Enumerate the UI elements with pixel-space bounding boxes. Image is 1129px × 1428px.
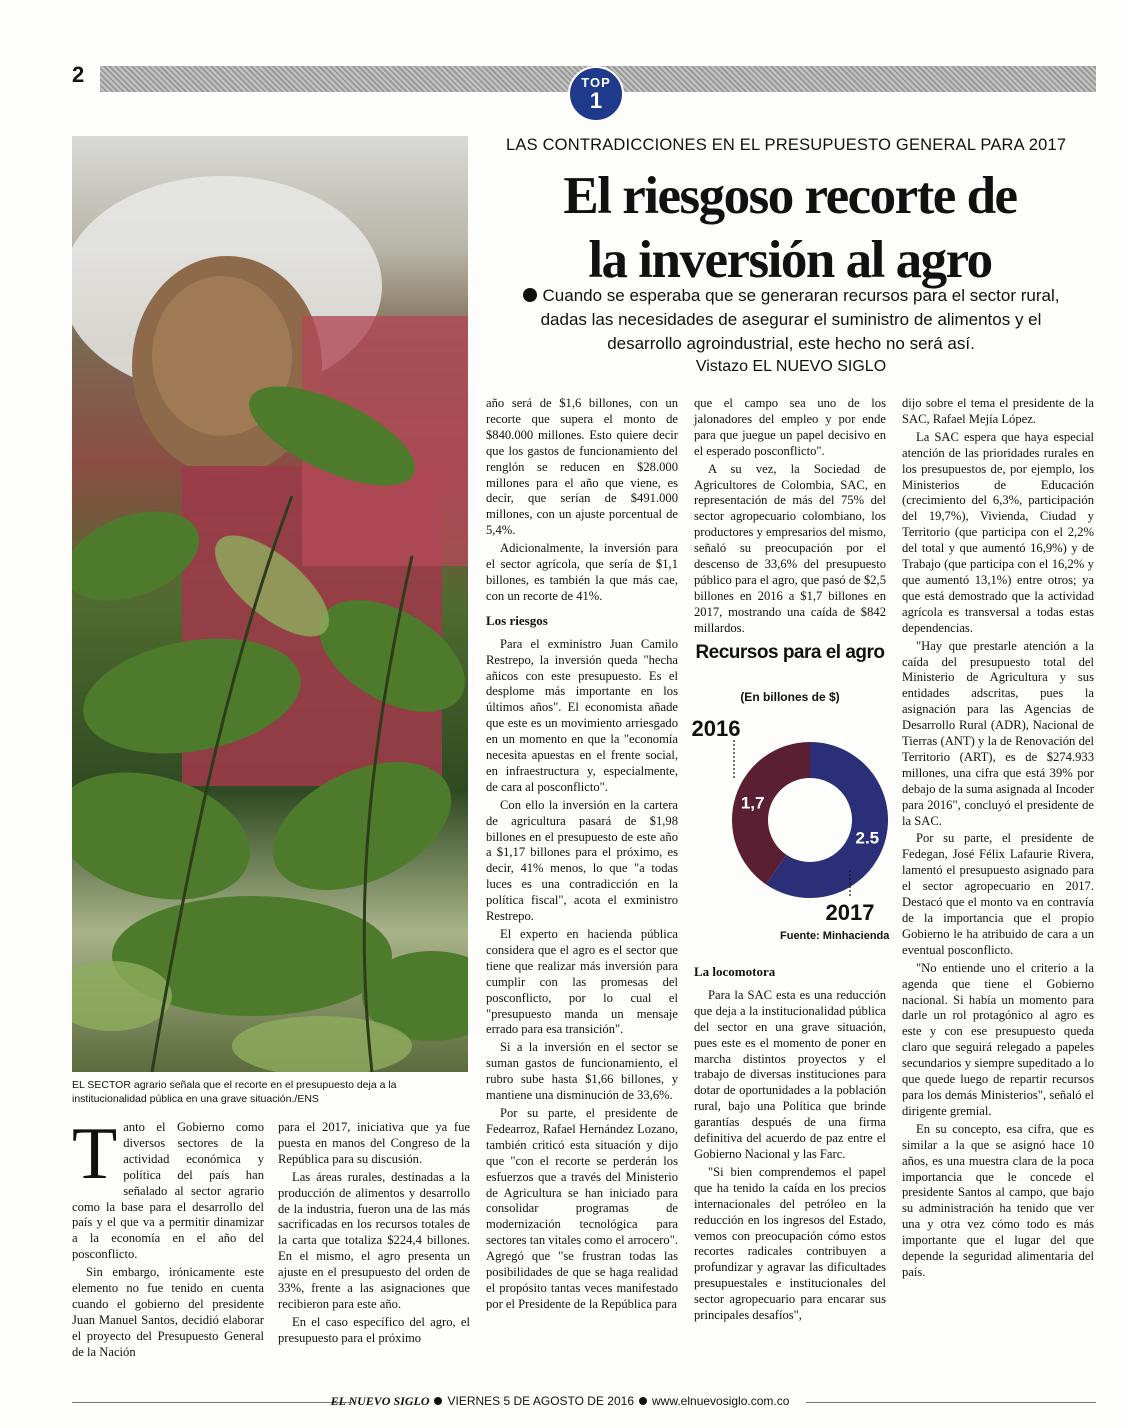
footer-logo: EL NUEVO SIGLO — [330, 1394, 430, 1408]
chart-source: Fuente: Minhacienda — [780, 930, 890, 942]
footer-date: VIERNES 5 DE AGOSTO DE 2016 — [447, 1394, 635, 1408]
article-photo — [72, 136, 468, 1072]
top-badge — [568, 66, 624, 122]
footer-url: www.elnuevosiglo.com.co — [652, 1394, 790, 1408]
column-2-paragraph: En el caso específico del agro, el presupuesto para el próximo — [278, 1314, 470, 1345]
column-3-paragraph: Para el exministro Juan Camilo Restrepo, la inversión queda "hecha añicos con este presupuesto. Es el desplome más importante en los últimos años". El economista añade que este es un movimiento arriesgado en un momento en que la "economía necesita apuestas en el frente social, en infraestructura y, especialmente, de cara al posconflicto". — [486, 636, 678, 794]
column-4-paragraph: "Si bien comprendemos el papel que ha tenido la caída en los precios internacionales del petróleo en la reducción en los ingresos del Estado, vemos con preocupación cómo estos recortes radicales contribuyen a profundizar y agravar las dificultades presupuestales e institucionales del sector agropecuario para encarar sus principales desafíos", — [694, 1164, 886, 1323]
column-4-paragraph: Para la SAC esta es una reducción que deja a la institucionalidad pública del sector en una grave situación, pues este es el momento de poner en marcha distintos proyectos y el trabajo de diversas instituciones para dotar de oportunidades a la población rural, bajo una Política que brinde garantías después de una firma definitiva del acuerdo de paz entre el Gobierno Nacional y las Farc. — [694, 987, 886, 1161]
donut-value-label-2016: 1,7 — [740, 793, 765, 813]
badge-number: 1 — [589, 88, 603, 113]
subhead-la-locomotora: La locomotora — [694, 964, 776, 979]
badge-label: TOP — [581, 75, 611, 90]
column-1-paragraph — [72, 1113, 264, 1263]
column-3-paragraph: Por su parte, el presidente de Fedearroz, Rafael Hernández Lozano, también criticó esta situación y dijo que "con el recorte se perderán los esfuerzos que a través del Ministerio de Agricultura se han iniciado para consolidar programas de modernización tecnológica para sectores tan vitales como el arrocero". Agregó que "se frustran todas las posibilidades de que se haga realidad el propósito tantas veces manifestado por el Presidente de la República para — [486, 1105, 678, 1311]
column-1 — [72, 1113, 264, 1363]
column-1-paragraph: Sin embargo, irónicamente este elemento no fue tenido en cuenta cuando el gobierno del presidente Juan Manuel Santos, decidió elaborar el proyecto del Presupuesto General de la Nación — [72, 1265, 264, 1359]
subhead-los-riesgos: Los riesgos — [486, 612, 548, 628]
column-5-paragraph: dijo sobre el tema el presidente de la SAC, Rafael Mejía López. — [902, 396, 1094, 426]
donut-value-label-2017: 2.5 — [855, 828, 880, 848]
column-2 — [278, 1120, 470, 1349]
column-5-paragraph: En su concepto, esa cifra, que es similar a la que se asignó hace 10 años, es una muestra clara de la poca importancia que le concede el presidente Santos al campo, que bajo su administración ha tenido que ver una y otra vez cómo todo es más importante que el lugar del que depende la seguridad alimentaria del país. — [902, 1121, 1094, 1279]
page-number: 2 — [72, 62, 85, 87]
bullet-icon — [434, 1397, 442, 1405]
column-3-paragraph: Con ello la inversión en la cartera de agricultura pasará de $1,98 billones en el presupuesto de este año a $1,17 billones para el próximo, es decir, 41% menos, lo que "a todas luces es una contradicción en la política fiscal", acota el exministro Restrepo. — [486, 797, 678, 924]
column-4-bottom — [694, 956, 886, 1326]
column-2-paragraph: Las áreas rurales, destinadas a la producción de alimentos y desarrollo de la industria, fueron una de las más sacrificadas en los recursos totales de la carta que totaliza $224,4 billones. En el mismo, el agro presenta un ajuste en el presupuesto del orden de 33%, frente a las asignaciones que recibieron para este año. — [278, 1169, 470, 1311]
column-3-paragraph: Adicionalmente, la inversión para el sector agrícola, que sería de $1,1 billones, es también la que más cae, con un recorte de 41%. — [486, 541, 678, 603]
column-1-text: anto el Gobierno como diversos sectores de la actividad económica y política del país han señalado al sector agrario como la base para el desarrollo del país y el que va a permitir dinamizar a la economía en el año del posconflicto. — [72, 1120, 264, 1262]
column-4-paragraph: A su vez, la Sociedad de Agricultores de Colombia, SAC, en representación de más del 75% del sector agropecuario colombiano, los productores y empresarios del mismo, señaló su preocupación por el descenso de 33,6% del presupuesto público para el agro, que pasó de $2,5 billones en 2016 a $1,7 billones en 2017, mostrando una caída de $842 millardos. — [694, 461, 887, 635]
legend-label-2016: 2016 — [691, 716, 741, 741]
chart-canvas — [690, 640, 890, 930]
column-4-paragraph: que el campo sea uno de los jalonadores del empleo y por ende para que juegue un papel decisivo en el esperado posconflicto". — [694, 396, 886, 458]
article-kicker: LAS CONTRADICCIONES EN EL PRESUPUESTO GENERAL PARA 2017 — [506, 136, 1067, 154]
article-deck — [506, 284, 1076, 356]
footer-rule-right — [806, 1402, 1096, 1403]
column-2-paragraph: para el 2017, iniciativa que ya fue puesta en manos del Congreso de la República para su discusión. — [278, 1120, 470, 1166]
chart-title: Recursos para el agro — [695, 642, 885, 663]
deck-bullet-icon — [523, 288, 537, 302]
page-footer — [280, 1394, 840, 1409]
chart-subtitle: (En billones de $) — [740, 690, 840, 704]
deck-text: Cuando se esperaba que se generaran recursos para el sector rural, dadas las necesidades de asegurar el suministro de alimentos y el desarrollo agroindustrial, este hecho no será así. — [540, 286, 1060, 353]
headline-line-2: la inversión al agro — [588, 231, 992, 289]
column-5-paragraph: "Hay que prestarle atención a la caída del presupuesto total del Ministerio de Agricultura y sus entidades adscritas, pues la asignación para las Agencias de Desarrollo Rural (ADR), Nacional de Tierras (ANT) y la de Renovación del Territorio (ART), es de $274.933 millones, una cifra que está 39% por debajo de la suma asignada al Incoder para 2016", concluyó el presidente de la SAC. — [902, 638, 1094, 828]
article-byline: Vistazo EL NUEVO SIGLO — [695, 358, 887, 375]
column-3 — [486, 396, 678, 1315]
column-3-paragraph: El experto en hacienda pública considera que el agro es el sector que tiene que realizar más inversión para cumplir con las promesas del posconflicto, por lo cual el "presupuesto manda un mensaje errado para esa transición". — [486, 927, 678, 1037]
column-5-paragraph: La SAC espera que haya especial atención de las prioridades rurales en los presupuestos de, por ejemplo, los Ministerios de Educación (crecimiento del 6,3%, participación del 19,7%), Vivienda, Ciudad y Territorio (que participa con el 2,2% del total y que aumentó 16,9%) y de Trabajo (que participa con el 16,2% y que aumentó 13,1%) entre otros; ya que está demostrado que la actividad agrícola es transversal a todas estas dependencias. — [902, 429, 1094, 635]
column-4-top — [694, 396, 886, 639]
bullet-icon — [639, 1397, 647, 1405]
headline-line-1: El riesgoso recorte de — [563, 167, 1017, 225]
drop-cap: T — [72, 1113, 118, 1195]
donut-chart — [690, 640, 890, 950]
legend-label-2017: 2017 — [825, 900, 875, 925]
column-5-paragraph: "No entiende uno el criterio a la agenda que tiene el Gobierno nacional. Si había un momento para darle un rol protagónico al agro es este y con ese presupuesto queda claro que seguirá relegado a papeles secundarios y siempre supeditado a lo que quede luego de repartir recursos para los demás Ministerios", señaló el dirigente gremial. — [902, 960, 1094, 1118]
column-5-paragraph: Por su parte, el presidente de Fedegan, José Félix Lafaurie Rivera, lamentó el presupuesto asignado para el sector agropecuario en 2017. Destacó que el monto va en contravía de la importancia que el propio Gobierno le ha atribuido de cara a un eventual posconflicto. — [902, 831, 1094, 957]
photo-caption: EL SECTOR agrario señala que el recorte en el presupuesto deja a la institucionalidad pública en una grave situación./ENS — [72, 1079, 397, 1105]
column-5 — [902, 396, 1094, 1283]
article-headline — [505, 164, 1075, 292]
column-3-paragraph: año será de $1,6 billones, con un recorte que supera el monto de $840.000 millones. Esto quiere decir que los gastos de funcionamiento del renglón se reducen en $28.000 millones para el año que viene, es decir, que serían de $491.000 millones, con un ajuste porcentual de 5,4%. — [486, 396, 678, 538]
column-3-paragraph: Si a la inversión en el sector se suman gastos de funcionamiento, el rubro sube hasta $1,66 billones, y mantiene una disminución de 33,6%. — [486, 1040, 678, 1103]
